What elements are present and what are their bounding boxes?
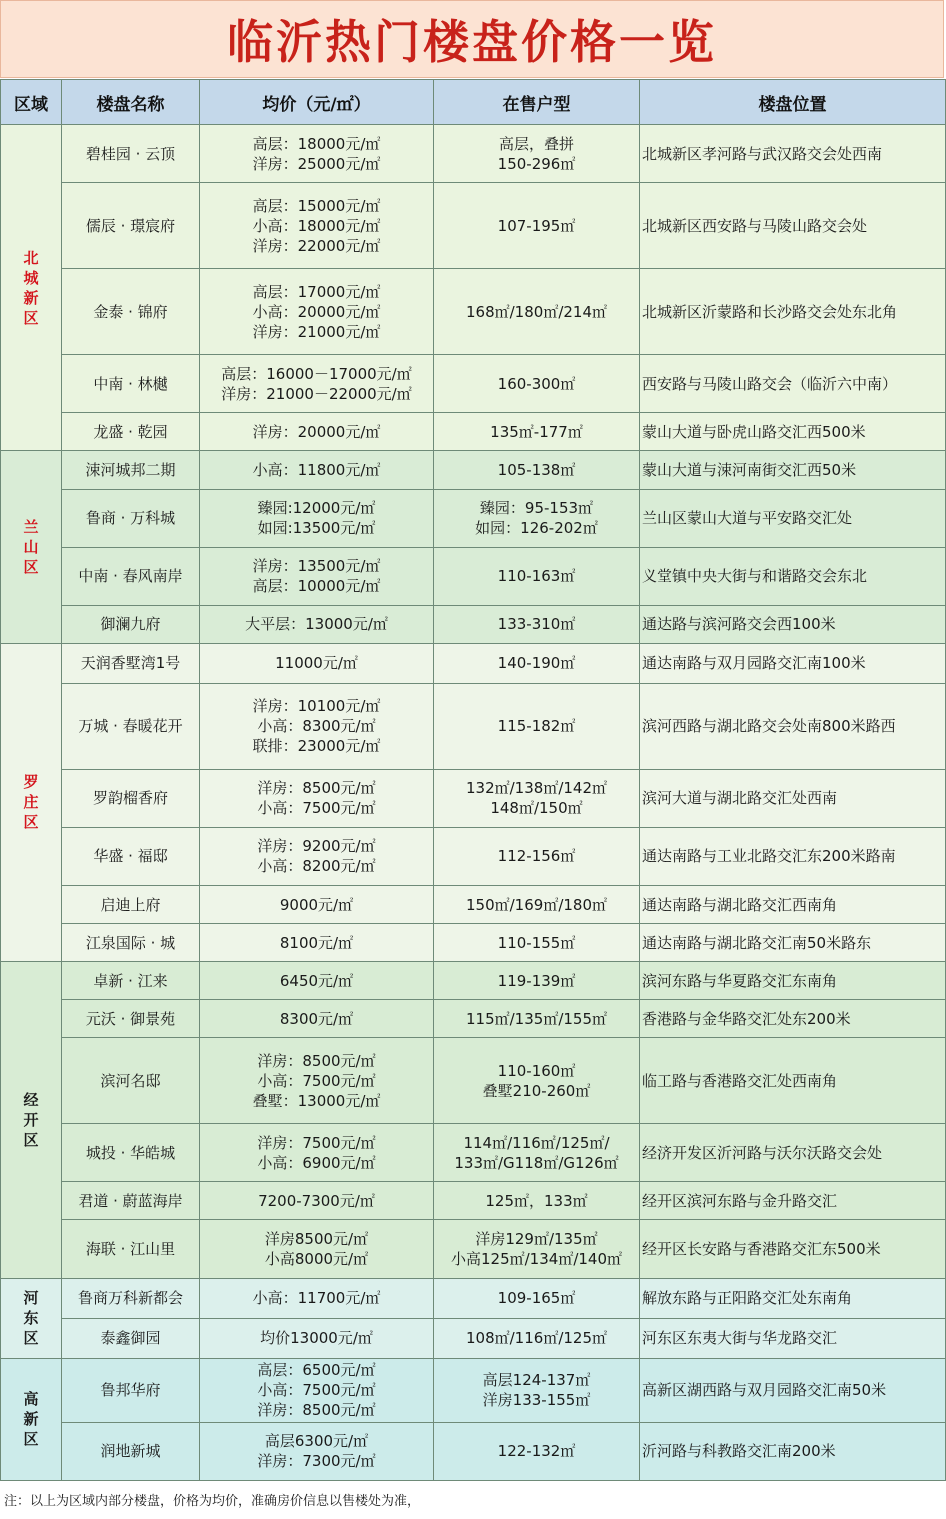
table-row xyxy=(1,1124,946,1182)
table-row xyxy=(1,605,946,643)
unit-type-line: 高层，叠拼 xyxy=(498,134,574,153)
price-line: 高层：6500元/㎡ xyxy=(257,1361,376,1380)
price-line: 小高：7500元/㎡ xyxy=(257,1071,376,1090)
unit-type-line: 140-190㎡ xyxy=(497,654,576,673)
table-row xyxy=(1,1358,946,1422)
price-line: 高层：10000元/㎡ xyxy=(252,577,381,596)
project-name: 华盛 · 福邸 xyxy=(62,827,200,885)
unit-types-cell xyxy=(434,451,640,489)
project-name: 海联 · 江山里 xyxy=(62,1220,200,1278)
unit-types-cell xyxy=(434,413,640,451)
price-cell xyxy=(200,1182,434,1220)
unit-types-cell xyxy=(434,1000,640,1038)
price-line: 小高：7500元/㎡ xyxy=(257,1381,376,1400)
unit-type-line: 132㎡/138㎡/142㎡ xyxy=(466,779,607,798)
location-cell: 经济开发区沂河路与沃尔沃路交会处 xyxy=(640,1124,946,1182)
price-line: 小高：11700元/㎡ xyxy=(252,1289,381,1308)
location-cell: 经开区长安路与香港路交汇东500米 xyxy=(640,1220,946,1278)
location-cell: 沂河路与科教路交汇南200米 xyxy=(640,1422,946,1480)
location-cell: 蒙山大道与涑河南街交汇西50米 xyxy=(640,451,946,489)
region-cell: 北 城 新 区 xyxy=(1,125,62,451)
project-name: 泰鑫御园 xyxy=(62,1318,200,1358)
table-row xyxy=(1,683,946,769)
price-line: 小高：8200元/㎡ xyxy=(257,857,376,876)
location-cell: 西安路与马陵山路交会（临沂六中南） xyxy=(640,355,946,413)
project-name: 龙盛 · 乾园 xyxy=(62,413,200,451)
project-name: 中南 · 春风南岸 xyxy=(62,547,200,605)
unit-type-line: 119-139㎡ xyxy=(497,971,576,990)
project-name: 城投 · 华皓城 xyxy=(62,1124,200,1182)
location-cell: 解放东路与正阳路交汇处东南角 xyxy=(640,1278,946,1318)
table-row xyxy=(1,1000,946,1038)
footnote: 注：以上为区域内部分楼盘，价格为均价，准确房价信息以售楼处为准， xyxy=(4,1494,421,1509)
title-banner xyxy=(0,0,944,78)
location-cell: 蒙山大道与卧虎山路交汇西500米 xyxy=(640,413,946,451)
table-row xyxy=(1,125,946,183)
price-cell xyxy=(200,413,434,451)
price-line: 如园:13500元/㎡ xyxy=(257,519,376,538)
project-name: 润地新城 xyxy=(62,1422,200,1480)
region-cell: 兰 山 区 xyxy=(1,451,62,643)
table-row xyxy=(1,489,946,547)
price-line: 洋房：25000元/㎡ xyxy=(252,154,381,173)
project-name: 御澜九府 xyxy=(62,605,200,643)
price-cell xyxy=(200,769,434,827)
price-line: 洋房8500元/㎡ xyxy=(264,1230,369,1248)
price-line: 高层：16000－17000元/㎡ xyxy=(221,364,412,383)
price-cell xyxy=(200,125,434,183)
unit-type-line: 105-138㎡ xyxy=(497,460,576,479)
project-name: 碧桂园 · 云顶 xyxy=(62,125,200,183)
header-name: 楼盘名称 xyxy=(62,80,200,125)
table-row xyxy=(1,827,946,885)
price-line: 小高：20000元/㎡ xyxy=(252,302,381,321)
project-name: 中南 · 林樾 xyxy=(62,355,200,413)
price-table xyxy=(0,79,946,1481)
unit-type-line: 洋房129㎡/135㎡ xyxy=(475,1230,598,1248)
header-row xyxy=(1,80,946,125)
location-cell: 河东区东夷大街与华龙路交汇 xyxy=(640,1318,946,1358)
unit-type-line: 109-165㎡ xyxy=(497,1289,576,1308)
price-line: 8100元/㎡ xyxy=(279,933,354,952)
unit-types-cell xyxy=(434,827,640,885)
unit-types-cell xyxy=(434,643,640,683)
price-line: 高层：18000元/㎡ xyxy=(252,134,381,153)
project-name: 万城 · 春暖花开 xyxy=(62,683,200,769)
price-cell xyxy=(200,1220,434,1278)
project-name: 卓新 · 江来 xyxy=(62,962,200,1000)
location-cell: 通达南路与双月园路交汇南100米 xyxy=(640,643,946,683)
unit-types-cell xyxy=(434,269,640,355)
price-line: 洋房：7300元/㎡ xyxy=(257,1452,376,1471)
table-row xyxy=(1,1422,946,1480)
location-cell: 滨河西路与湖北路交会处南800米路西 xyxy=(640,683,946,769)
price-cell xyxy=(200,489,434,547)
price-cell xyxy=(200,1000,434,1038)
location-cell: 通达南路与湖北路交汇南50米路东 xyxy=(640,924,946,962)
price-line: 高层6300元/㎡ xyxy=(264,1432,369,1451)
unit-types-cell xyxy=(434,1422,640,1480)
unit-type-line: 如园：126-202㎡ xyxy=(475,519,598,538)
project-name: 罗韵榴香府 xyxy=(62,769,200,827)
price-cell xyxy=(200,605,434,643)
unit-type-line: 125㎡，133㎡ xyxy=(485,1191,588,1210)
table-row xyxy=(1,962,946,1000)
price-line: 小高8000元/㎡ xyxy=(264,1250,369,1268)
table-row xyxy=(1,924,946,962)
table-row xyxy=(1,886,946,924)
table-row xyxy=(1,1318,946,1358)
project-name: 元沃 · 御景苑 xyxy=(62,1000,200,1038)
price-line: 小高：6900元/㎡ xyxy=(257,1153,376,1172)
unit-type-line: 臻园：95-153㎡ xyxy=(479,499,594,518)
table-row xyxy=(1,355,946,413)
price-cell xyxy=(200,924,434,962)
price-line: 小高：7500元/㎡ xyxy=(257,799,376,818)
location-cell: 滨河东路与华夏路交汇东南角 xyxy=(640,962,946,1000)
location-cell: 滨河大道与湖北路交汇处西南 xyxy=(640,769,946,827)
project-name: 涑河城邦二期 xyxy=(62,451,200,489)
unit-type-line: 114㎡/116㎡/125㎡/ xyxy=(463,1133,610,1152)
unit-type-line: 110-155㎡ xyxy=(497,933,576,952)
project-name: 鲁商万科新都会 xyxy=(62,1278,200,1318)
table-row xyxy=(1,269,946,355)
price-line: 小高：18000元/㎡ xyxy=(252,216,381,235)
location-cell: 高新区湖西路与双月园路交汇南50米 xyxy=(640,1358,946,1422)
price-line: 联排：23000元/㎡ xyxy=(252,737,381,756)
unit-type-line: 叠墅210-260㎡ xyxy=(482,1081,591,1100)
header-types: 在售户型 xyxy=(434,80,640,125)
price-line: 大平层：13000元/㎡ xyxy=(245,615,388,634)
region-cell: 经 开 区 xyxy=(1,962,62,1278)
table-row xyxy=(1,547,946,605)
unit-type-line: 133-310㎡ xyxy=(497,615,576,634)
unit-type-line: 112-156㎡ xyxy=(497,847,576,866)
price-line: 洋房：9200元/㎡ xyxy=(257,837,376,856)
unit-type-line: 115㎡/135㎡/155㎡ xyxy=(466,1009,607,1028)
unit-types-cell xyxy=(434,355,640,413)
unit-types-cell xyxy=(434,1278,640,1318)
price-line: 洋房：8500元/㎡ xyxy=(257,1051,376,1070)
unit-types-cell xyxy=(434,183,640,269)
unit-types-cell xyxy=(434,1220,640,1278)
region-cell: 高 新 区 xyxy=(1,1358,62,1480)
price-line: 8300元/㎡ xyxy=(279,1009,354,1028)
price-cell xyxy=(200,962,434,1000)
header-region: 区域 xyxy=(1,80,62,125)
project-name: 江泉国际 · 城 xyxy=(62,924,200,962)
location-cell: 临工路与香港路交汇处西南角 xyxy=(640,1038,946,1124)
table-row xyxy=(1,1038,946,1124)
location-cell: 通达南路与湖北路交汇西南角 xyxy=(640,886,946,924)
table-row xyxy=(1,643,946,683)
table-body xyxy=(1,125,946,1481)
price-line: 11000元/㎡ xyxy=(275,654,358,673)
unit-type-line: 160-300㎡ xyxy=(497,374,576,393)
table-row xyxy=(1,1278,946,1318)
price-cell xyxy=(200,683,434,769)
location-cell: 北城新区孝河路与武汉路交会处西南 xyxy=(640,125,946,183)
page-title: 临沂热门楼盘价格一览 xyxy=(227,15,717,69)
price-cell xyxy=(200,827,434,885)
project-name: 君道 · 蔚蓝海岸 xyxy=(62,1182,200,1220)
price-line: 洋房：8500元/㎡ xyxy=(257,1401,376,1420)
price-cell xyxy=(200,451,434,489)
unit-types-cell xyxy=(434,547,640,605)
unit-types-cell xyxy=(434,924,640,962)
price-cell xyxy=(200,183,434,269)
unit-type-line: 150㎡/169㎡/180㎡ xyxy=(466,895,607,914)
unit-type-line: 小高125㎡/134㎡/140㎡ xyxy=(451,1250,622,1268)
price-line: 均价13000元/㎡ xyxy=(260,1329,373,1348)
price-cell xyxy=(200,355,434,413)
table-row xyxy=(1,413,946,451)
price-cell xyxy=(200,1038,434,1124)
unit-type-line: 122-132㎡ xyxy=(497,1442,576,1461)
price-cell xyxy=(200,269,434,355)
project-name: 儒辰 · 璟宸府 xyxy=(62,183,200,269)
project-name: 滨河名邸 xyxy=(62,1038,200,1124)
header-location: 楼盘位置 xyxy=(640,80,946,125)
price-line: 9000元/㎡ xyxy=(279,895,354,914)
location-cell: 香港路与金华路交汇处东200米 xyxy=(640,1000,946,1038)
price-cell xyxy=(200,643,434,683)
unit-types-cell xyxy=(434,489,640,547)
unit-type-line: 133㎡/G118㎡/G126㎡ xyxy=(454,1153,619,1172)
price-line: 洋房：13500元/㎡ xyxy=(252,557,381,576)
unit-type-line: 108㎡/116㎡/125㎡ xyxy=(466,1329,607,1348)
price-cell xyxy=(200,886,434,924)
unit-types-cell xyxy=(434,1182,640,1220)
project-name: 天润香墅湾1号 xyxy=(62,643,200,683)
location-cell: 通达路与滨河路交会西100米 xyxy=(640,605,946,643)
region-cell: 河 东 区 xyxy=(1,1278,62,1358)
project-name: 鲁商 · 万科城 xyxy=(62,489,200,547)
price-cell xyxy=(200,1278,434,1318)
unit-types-cell xyxy=(434,605,640,643)
unit-type-line: 135㎡-177㎡ xyxy=(490,422,583,441)
location-cell: 北城新区西安路与马陵山路交会处 xyxy=(640,183,946,269)
unit-type-line: 110-160㎡ xyxy=(497,1061,576,1080)
price-line: 洋房：7500元/㎡ xyxy=(257,1133,376,1152)
table-row xyxy=(1,1220,946,1278)
table-row xyxy=(1,1182,946,1220)
price-line: 高层：17000元/㎡ xyxy=(252,282,381,301)
location-cell: 北城新区沂蒙路和长沙路交会处东北角 xyxy=(640,269,946,355)
unit-types-cell xyxy=(434,1318,640,1358)
unit-types-cell xyxy=(434,1038,640,1124)
price-line: 洋房：20000元/㎡ xyxy=(252,422,381,441)
price-cell xyxy=(200,1422,434,1480)
price-line: 小高：11800元/㎡ xyxy=(252,460,381,479)
price-line: 洋房：21000元/㎡ xyxy=(252,322,381,341)
unit-types-cell xyxy=(434,1358,640,1422)
project-name: 金泰 · 锦府 xyxy=(62,269,200,355)
unit-type-line: 110-163㎡ xyxy=(497,567,576,586)
unit-types-cell xyxy=(434,769,640,827)
table-row xyxy=(1,451,946,489)
unit-types-cell xyxy=(434,683,640,769)
project-name: 鲁邦华府 xyxy=(62,1358,200,1422)
unit-types-cell xyxy=(434,886,640,924)
price-line: 叠墅：13000元/㎡ xyxy=(252,1091,381,1110)
unit-types-cell xyxy=(434,962,640,1000)
unit-types-cell xyxy=(434,125,640,183)
price-line: 洋房：10100元/㎡ xyxy=(252,697,381,716)
unit-type-line: 115-182㎡ xyxy=(497,717,576,736)
region-cell: 罗 庄 区 xyxy=(1,643,62,961)
project-name: 启迪上府 xyxy=(62,886,200,924)
header-price: 均价（元/㎡） xyxy=(200,80,434,125)
price-line: 洋房：8500元/㎡ xyxy=(257,779,376,798)
price-line: 洋房：22000元/㎡ xyxy=(252,236,381,255)
location-cell: 义堂镇中央大街与和谐路交会东北 xyxy=(640,547,946,605)
price-line: 高层：15000元/㎡ xyxy=(252,196,381,215)
location-cell: 通达南路与工业北路交汇东200米路南 xyxy=(640,827,946,885)
price-cell xyxy=(200,547,434,605)
price-line: 臻园:12000元/㎡ xyxy=(257,499,376,518)
price-line: 小高：8300元/㎡ xyxy=(257,717,376,736)
price-line: 6450元/㎡ xyxy=(279,971,354,990)
unit-type-line: 高层124-137㎡ xyxy=(482,1371,591,1390)
unit-types-cell xyxy=(434,1124,640,1182)
unit-type-line: 148㎡/150㎡ xyxy=(490,799,583,818)
unit-type-line: 150-296㎡ xyxy=(497,154,576,173)
location-cell: 兰山区蒙山大道与平安路交汇处 xyxy=(640,489,946,547)
table-row xyxy=(1,769,946,827)
price-line: 洋房：21000－22000元/㎡ xyxy=(221,384,412,403)
price-cell xyxy=(200,1358,434,1422)
unit-type-line: 洋房133-155㎡ xyxy=(482,1391,591,1410)
price-line: 7200-7300元/㎡ xyxy=(258,1191,375,1210)
price-cell xyxy=(200,1124,434,1182)
unit-type-line: 168㎡/180㎡/214㎡ xyxy=(466,302,607,321)
unit-type-line: 107-195㎡ xyxy=(497,216,576,235)
price-cell xyxy=(200,1318,434,1358)
table-row xyxy=(1,183,946,269)
location-cell: 经开区滨河东路与金升路交汇 xyxy=(640,1182,946,1220)
